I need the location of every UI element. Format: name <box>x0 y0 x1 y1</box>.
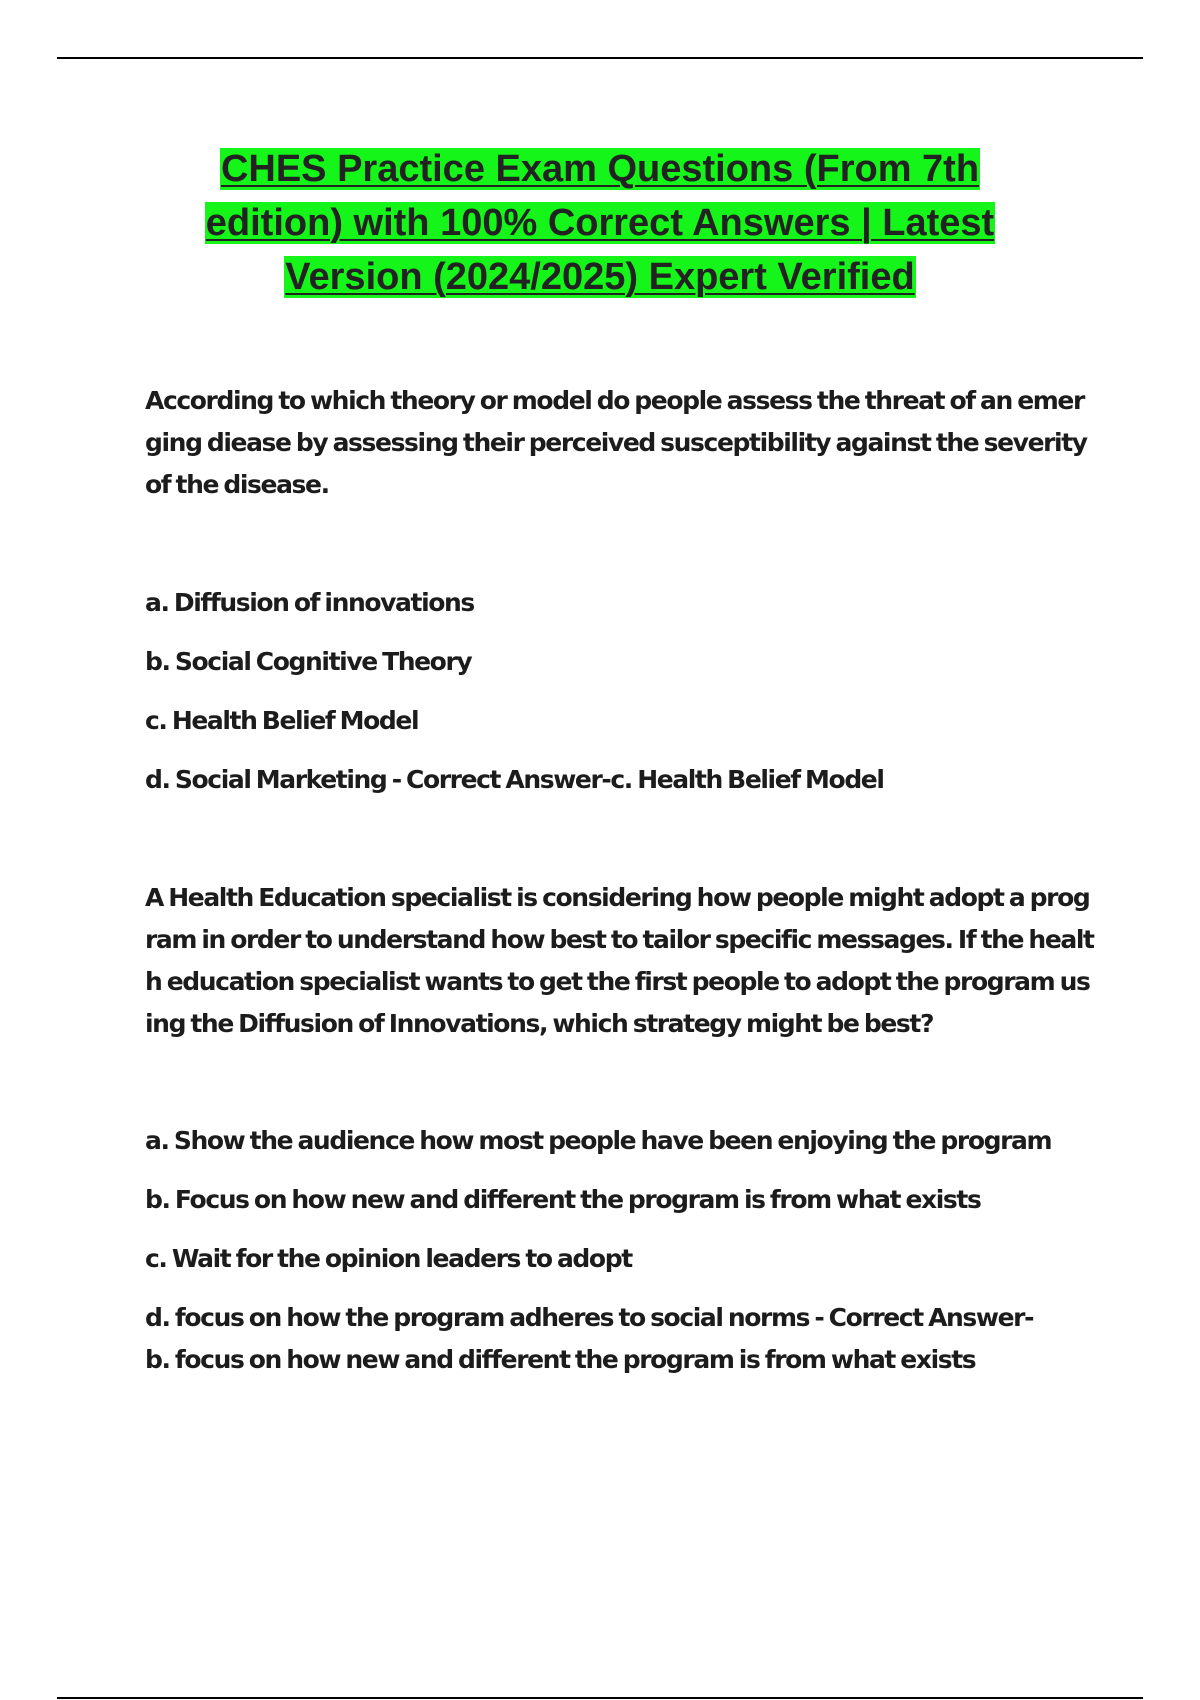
question-2-option-b: b. Focus on how new and different the program is from what exists <box>145 1185 981 1214</box>
document-title <box>150 142 1050 304</box>
question-1 <box>145 380 1095 506</box>
title-line-2: edition) with 100% Correct Answers | Latest <box>205 202 995 244</box>
question-2-option-a: a. Show the audience how most people have been enjoying the program <box>145 1126 1052 1155</box>
question-2-options <box>145 1120 1095 1381</box>
question-2-option-d-with-answer <box>145 1297 1095 1381</box>
question-1-option-c: c. Health Belief Model <box>145 706 419 735</box>
question-2-text: A Health Education specialist is considering how people might adopt a program in order to understand how best to tailor specific messages. If the health education specialist wants to get the first people to adopt the program using the Diffusion of Innovations, which strategy might be best? <box>145 883 1094 1038</box>
question-1-options <box>145 582 1095 818</box>
question-2 <box>145 877 1095 1045</box>
title-line-1: CHES Practice Exam Questions (From 7th <box>220 148 980 190</box>
question-1-text: According to which theory or model do people assess the threat of an emerging diease by assessing their perceived susceptibility against the severity of the disease. <box>145 386 1087 499</box>
question-2-option-c: c. Wait for the opinion leaders to adopt <box>145 1244 632 1273</box>
top-divider <box>57 57 1143 59</box>
question-2-option-d-line-1: d. focus on how the program adheres to social norms - Correct Answer- <box>145 1303 1034 1332</box>
title-line-3: Version (2024/2025) Expert Verified <box>285 256 915 298</box>
question-1-option-a: a. Diffusion of innovations <box>145 588 474 617</box>
bottom-divider <box>57 1697 1143 1699</box>
question-2-option-d-line-2: b. focus on how new and different the program is from what exists <box>145 1345 976 1374</box>
question-1-option-d-with-answer: d. Social Marketing - Correct Answer-c. Health Belief Model <box>145 765 884 794</box>
question-1-option-b: b. Social Cognitive Theory <box>145 647 472 676</box>
